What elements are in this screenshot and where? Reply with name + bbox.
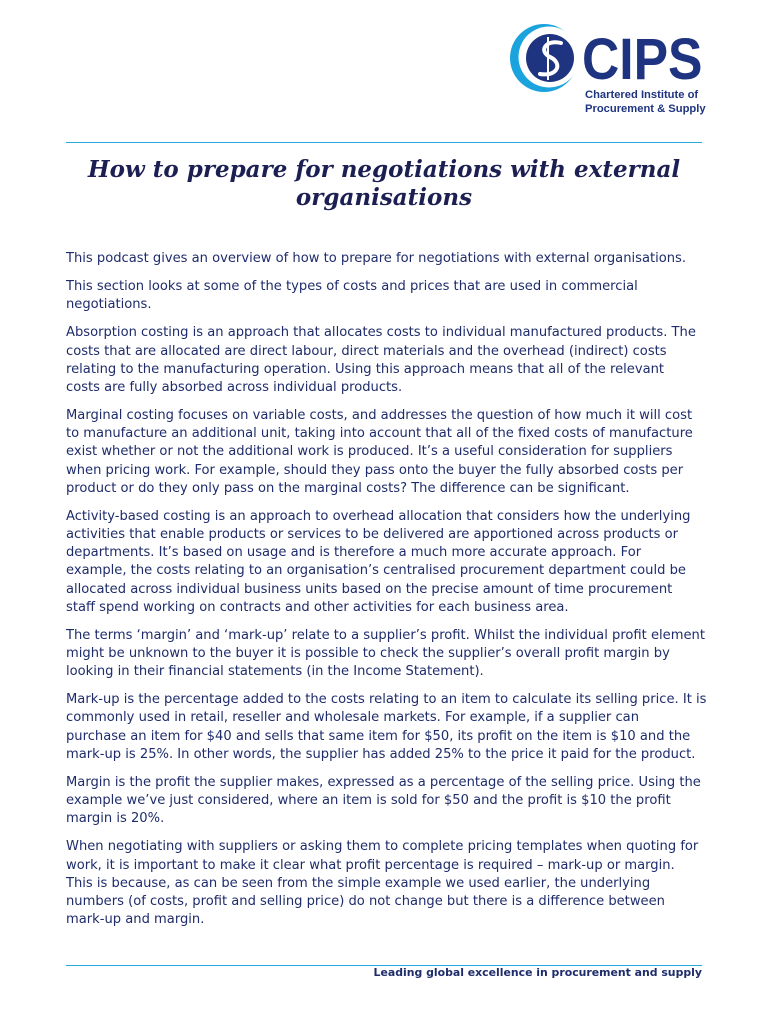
paragraph bbox=[66, 691, 707, 764]
paragraph-line: when pricing work. For example, should they pass onto the buyer the fully absorbed costs per bbox=[66, 462, 684, 478]
paragraph-line: costs that are allocated are direct labour, direct materials and the overhead (indirect) costs bbox=[66, 343, 667, 359]
paragraph-line: commonly used in retail, reseller and wholesale markets. For example, if a supplier can bbox=[66, 710, 640, 726]
paragraph bbox=[66, 838, 702, 929]
cips-emblem-icon bbox=[509, 22, 583, 94]
paragraph-line: negotiations. bbox=[66, 297, 152, 313]
paragraph-line: When negotiating with suppliers or asking them to complete pricing templates when quoting for bbox=[66, 839, 699, 855]
paragraph bbox=[66, 774, 702, 828]
paragraph bbox=[66, 508, 702, 617]
paragraph bbox=[66, 407, 702, 498]
logo-wordmark: CIPS bbox=[582, 27, 703, 92]
document-title bbox=[0, 156, 768, 212]
paragraph bbox=[66, 324, 702, 397]
paragraph-line: costs are fully absorbed across individual products. bbox=[66, 379, 403, 395]
paragraph-line: example, the costs relating to an organisation’s centralised procurement department could be bbox=[66, 563, 686, 579]
paragraph-line: Activity-based costing is an approach to overhead allocation that considers how the underlying bbox=[66, 508, 691, 524]
header-divider bbox=[66, 142, 702, 143]
paragraph bbox=[66, 278, 702, 314]
paragraph-line: Margin is the profit the supplier makes, expressed as a percentage of the selling price. Using the bbox=[66, 774, 701, 790]
paragraph-line: Mark-up is the percentage added to the costs relating to an item to calculate its selling price. It is bbox=[66, 692, 707, 708]
paragraph-line: product or do they only pass on the marginal costs? The difference can be significant. bbox=[66, 480, 630, 496]
paragraph-line: margin is 20%. bbox=[66, 811, 165, 827]
paragraph-line: relating to the manufacturing operation. Using this approach means that all of the relevant bbox=[66, 361, 665, 377]
paragraph bbox=[66, 627, 705, 681]
paragraph-line: activities that enable products or services to be delivered are apportioned across products or bbox=[66, 527, 679, 543]
paragraph-line: mark-up and margin. bbox=[66, 912, 205, 927]
footer-tagline: Leading global excellence in procurement and supply bbox=[373, 966, 702, 979]
paragraph-line: This is because, as can be seen from the simple example we used earlier, the underlying bbox=[66, 875, 651, 891]
paragraph-line: looking in their financial statements (in the Income Statement). bbox=[66, 664, 484, 680]
title-line: organisations bbox=[295, 184, 473, 211]
paragraph bbox=[66, 250, 702, 268]
logo-tagline bbox=[585, 88, 706, 116]
paragraph-line: example we’ve just considered, where an item is sold for $50 and the profit is $10 the profit bbox=[66, 793, 671, 809]
paragraph-line: This podcast gives an overview of how to prepare for negotiations with external organisations. bbox=[66, 251, 687, 266]
paragraph-line: mark-up is 25%. In other words, the supplier has added 25% to the price it paid for the product. bbox=[66, 746, 696, 762]
paragraph-line: staff spend working on contracts and other activities for each business area. bbox=[66, 599, 569, 615]
title-line: How to prepare for negotiations with external bbox=[87, 156, 681, 183]
paragraph-line: Marginal costing focuses on variable costs, and addresses the question of how much it will cost bbox=[66, 408, 693, 424]
logo-tagline-line: Procurement & Supply bbox=[585, 103, 706, 115]
paragraph-line: This section looks at some of the types of costs and prices that are used in commercial bbox=[66, 279, 638, 295]
paragraph-line: work, it is important to make it clear what profit percentage is required – mark-up or margin. bbox=[66, 857, 675, 873]
paragraph-line: numbers (of costs, profit and selling price) do not change but there is a difference between bbox=[66, 893, 665, 909]
paragraph-line: exist whether or not the additional work is produced. It’s a useful consideration for suppliers bbox=[66, 444, 673, 460]
document-body bbox=[66, 250, 707, 939]
paragraph-line: might be unknown to the buyer it is possible to check the supplier’s overall profit margin by bbox=[66, 645, 670, 661]
logo-tagline-line: Chartered Institute of bbox=[585, 89, 699, 101]
paragraph-line: purchase an item for $40 and sells that same item for $50, its profit on the item is $10 and the bbox=[66, 728, 691, 744]
paragraph-line: The terms ‘margin’ and ‘mark-up’ relate to a supplier’s profit. Whilst the individual profit element bbox=[66, 627, 705, 643]
paragraph-line: departments. It’s based on usage and is therefore a much more accurate approach. For bbox=[66, 545, 642, 561]
paragraph-line: allocated across individual business units based on the precise amount of time procurement bbox=[66, 581, 673, 597]
paragraph-line: Absorption costing is an approach that allocates costs to individual manufactured products. The bbox=[66, 325, 696, 341]
paragraph-line: to manufacture an additional unit, taking into account that all of the fixed costs of manufacture bbox=[66, 426, 693, 442]
